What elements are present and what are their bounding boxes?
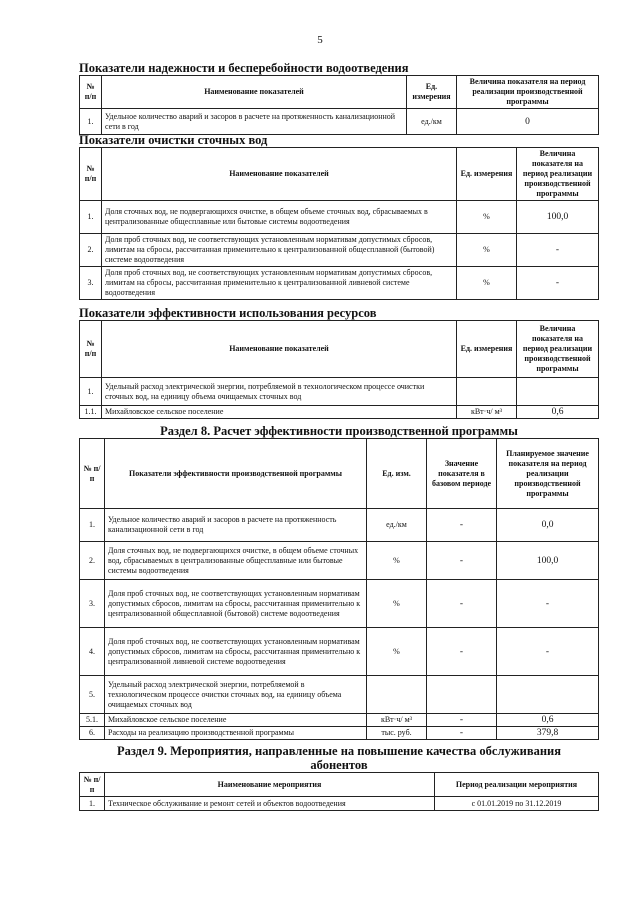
value: 0 [457,109,599,135]
header-cell: Ед. измерения [457,321,517,378]
value: 100,0 [517,201,599,234]
header-cell: Величина показателя на период реализации производственной программы [517,148,599,201]
header-cell: Значение показателя в базовом периоде [427,439,497,509]
section8-table [79,438,599,740]
row-number: 1. [80,509,105,542]
table-header-row [80,76,599,109]
section9-title: Раздел 9. Мероприятия, направленные на повышение качества обслуживания абонентов [116,744,562,772]
header-cell: № п/п [80,148,102,201]
section8-title: Раздел 8. Расчет эффективности производственной программы [160,424,518,438]
unit: % [457,234,517,267]
section9-table [79,772,599,811]
indicator-name: Удельный расход электрической энергии, потребляемой в технологическом процессе очистки сточных вод, на единицу объема очищаемых сточных вод [102,378,457,406]
table-row [80,714,599,727]
reliability-table [79,75,599,135]
unit: кВт·ч/ м³ [457,406,517,419]
unit [367,676,427,714]
row-number: 3. [80,267,102,300]
base-value: - [427,509,497,542]
unit: % [367,580,427,628]
base-value: - [427,580,497,628]
row-number: 4. [80,628,105,676]
table-row [80,378,599,406]
header-cell: Ед. изм. [367,439,427,509]
row-number: 1. [80,378,102,406]
value [517,378,599,406]
table-row [80,201,599,234]
header-cell: Наименование показателей [102,321,457,378]
row-number: 2. [80,234,102,267]
table-header-row [80,773,599,797]
header-cell: № п/п [80,76,102,109]
header-cell: № п/п [80,773,105,797]
header-cell: Ед. измерения [407,76,457,109]
base-value: - [427,714,497,727]
base-value: - [427,727,497,740]
planned-value: 0,0 [497,509,599,542]
row-number: 6. [80,727,105,740]
treatment-section [79,133,599,300]
indicator-name: Удельное количество аварий и засоров в расчете на протяженность канализационной сети в год [102,109,407,135]
table-header-row [80,439,599,509]
table-row [80,267,599,300]
header-cell: Величина показателя на период реализации производственной программы [517,321,599,378]
indicator-name: Доля сточных вод, не подвергающихся очистке, в общем объеме сточных вод, сбрасываемых в централизованные общесплавные или бытовые системы водоотведения [105,542,367,580]
indicator-name: Доля проб сточных вод, не соответствующих установленным нормативам допустимых сбросов, лимитам на сбросы, рассчитанная применительно к централизованной общесплавной (бытовой) системе водоотведения [105,580,367,628]
indicator-name: Удельный расход электрической энергии, потребляемой в технологическом процессе очистки сточных вод, на единицу объема очищаемых сточных вод [105,676,367,714]
row-number: 5.1. [80,714,105,727]
row-number: 1.1. [80,406,102,419]
value: 0,6 [517,406,599,419]
table-row [80,109,599,135]
indicator-name: Доля проб сточных вод, не соответствующих установленным нормативам допустимых сбросов, лимитам на сбросы, рассчитанная применительно к централизованной ливневой системе водоотведения [105,628,367,676]
efficiency-title: Показатели эффективности использования ресурсов [79,306,377,320]
indicator-name: Расходы на реализацию производственной программы [105,727,367,740]
table-header-row [80,321,599,378]
section9 [79,744,599,811]
table-row [80,727,599,740]
table-row [80,797,599,811]
header-cell: Период реализации мероприятия [435,773,599,797]
base-value [427,676,497,714]
unit: ед./км [367,509,427,542]
header-cell: № п/п [80,321,102,378]
unit: % [457,201,517,234]
planned-value: 379,8 [497,727,599,740]
planned-value: 0,6 [497,714,599,727]
row-number: 1. [80,201,102,234]
row-number: 1. [80,797,105,811]
activity-name: Техническое обслуживание и ремонт сетей и объектов водоотведения [105,797,435,811]
treatment-table [79,147,599,300]
table-row [80,406,599,419]
indicator-name: Удельное количество аварий и засоров в расчете на протяженность канализационной сети в год [105,509,367,542]
header-cell: Наименование мероприятия [105,773,435,797]
header-cell: Показатели эффективности производственной программы [105,439,367,509]
treatment-title: Показатели очистки сточных вод [79,133,268,147]
row-number: 2. [80,542,105,580]
header-cell: Ед. измерения [457,148,517,201]
table-row [80,676,599,714]
planned-value [497,676,599,714]
row-number: 1. [80,109,102,135]
unit: % [457,267,517,300]
table-row [80,509,599,542]
value: - [517,267,599,300]
reliability-section [79,61,599,135]
value: - [517,234,599,267]
base-value: - [427,542,497,580]
header-cell: Наименование показателей [102,76,407,109]
indicator-name: Доля проб сточных вод, не соответствующих установленным нормативам допустимых сбросов, лимитам на сбросы, рассчитанная применительно к централизованной ливневой системе водоотведения [102,267,457,300]
planned-value: - [497,580,599,628]
header-cell: Наименование показателей [102,148,457,201]
unit: ед./км [407,109,457,135]
efficiency-table [79,320,599,419]
planned-value: 100,0 [497,542,599,580]
unit [457,378,517,406]
header-cell: Планируемое значение показателя на период реализации производственной программы [497,439,599,509]
unit: кВт·ч/ м³ [367,714,427,727]
unit: % [367,628,427,676]
page-number: 5 [317,34,323,46]
table-row [80,542,599,580]
table-row [80,628,599,676]
header-cell: № п/п [80,439,105,509]
header-cell: Величина показателя на период реализации производственной программы [457,76,599,109]
base-value: - [427,628,497,676]
section8 [79,424,599,740]
unit: % [367,542,427,580]
row-number: 3. [80,580,105,628]
row-number: 5. [80,676,105,714]
reliability-title: Показатели надежности и бесперебойности водоотведения [79,61,409,75]
unit: тыс. руб. [367,727,427,740]
table-header-row [80,148,599,201]
table-row [80,234,599,267]
indicator-name: Михайловское сельское поселение [102,406,457,419]
planned-value: - [497,628,599,676]
period: с 01.01.2019 по 31.12.2019 [435,797,599,811]
indicator-name: Михайловское сельское поселение [105,714,367,727]
efficiency-section [79,306,599,419]
table-row [80,580,599,628]
indicator-name: Доля проб сточных вод, не соответствующих установленным нормативам допустимых сбросов, лимитам на сбросы, рассчитанная применительно к централизованной общесплавной (бытовой) системе водоотведения [102,234,457,267]
indicator-name: Доля сточных вод, не подвергающихся очистке, в общем объеме сточных вод, сбрасываемых в централизованные общесплавные или бытовые системы водоотведения [102,201,457,234]
